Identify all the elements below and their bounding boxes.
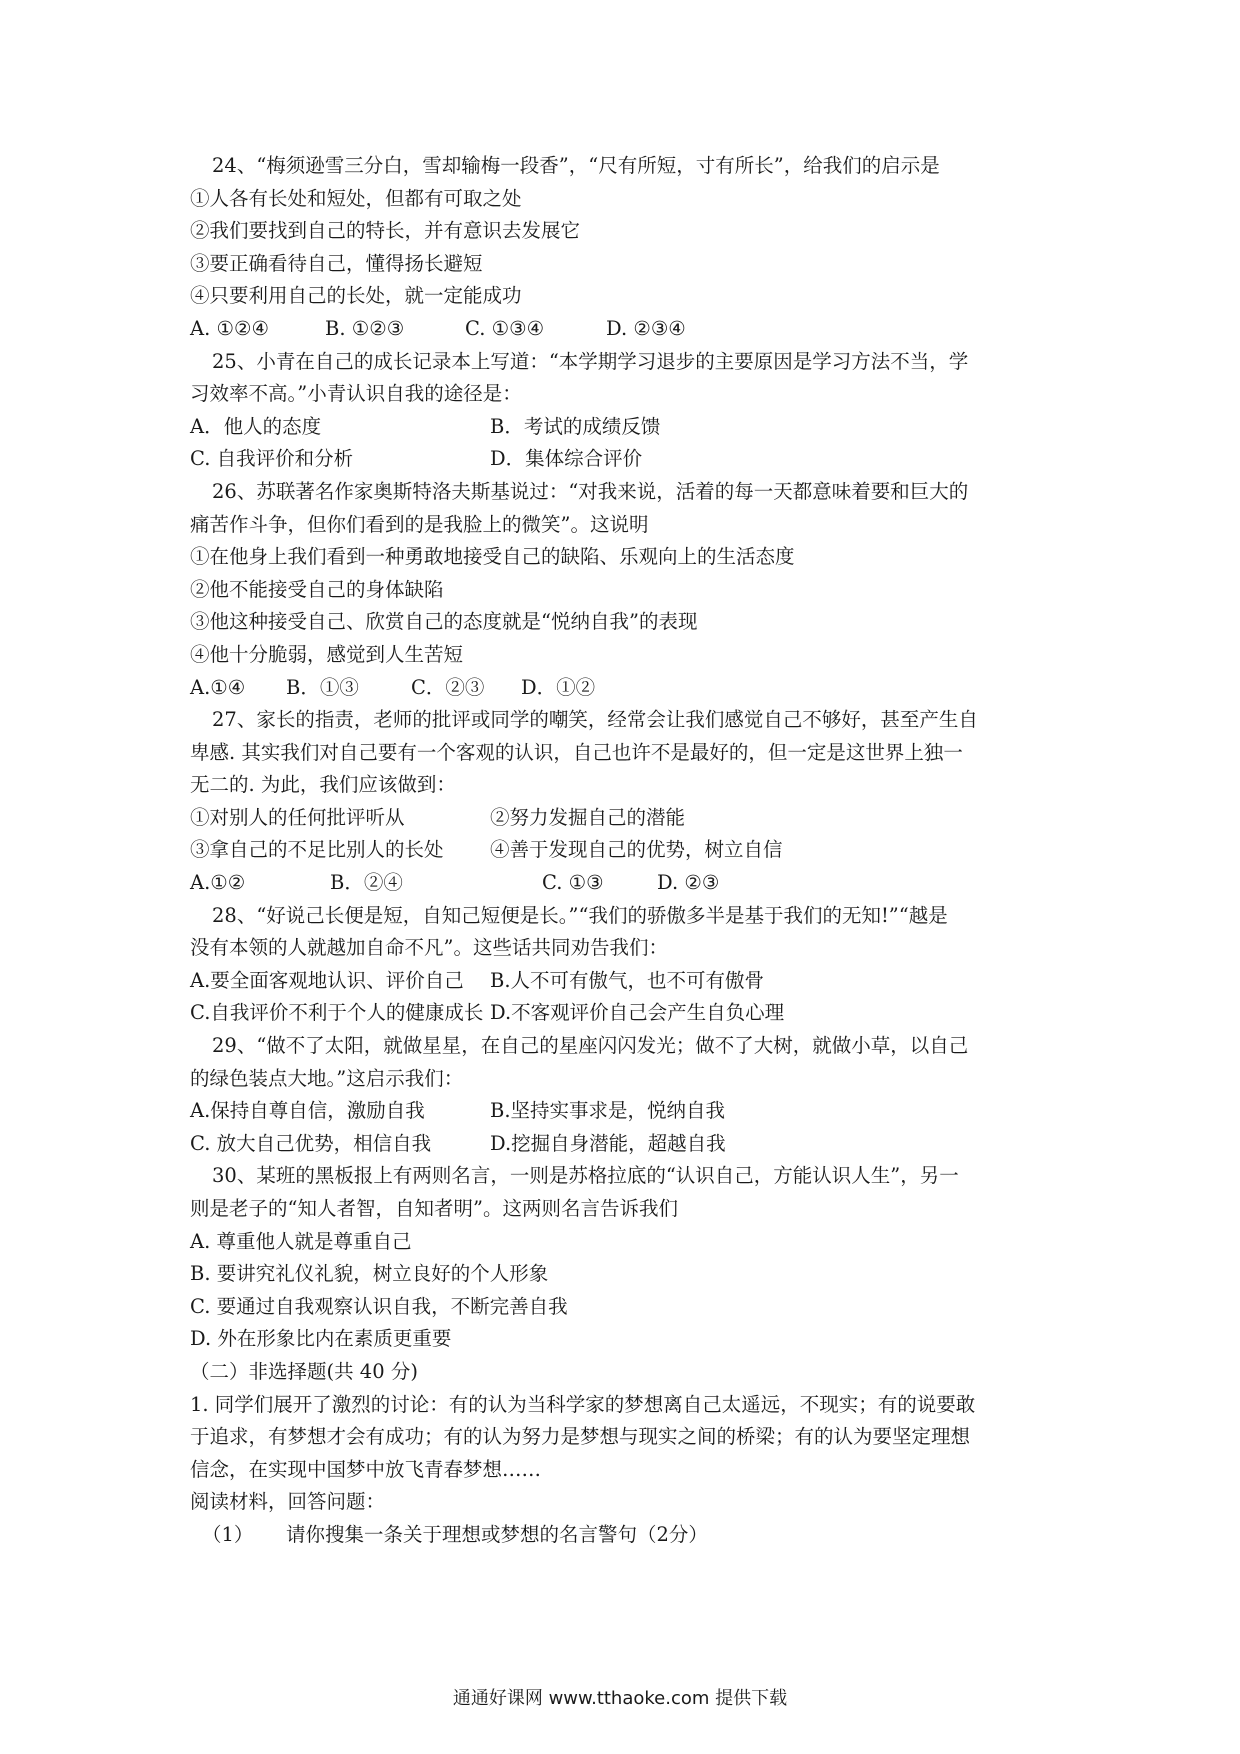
- option-b: B．①③: [286, 675, 359, 699]
- question-stem: 28、“好说己长便是短，自知己短便是长。”“我们的骄傲多半是基于我们的无知!”“越是: [212, 903, 948, 927]
- question-25: [190, 346, 1070, 476]
- answer-options: [190, 1095, 1070, 1128]
- question-stem: 27、家长的指责，老师的批评或同学的嘲笑，经常会让我们感觉自己不够好，甚至产生自: [212, 708, 978, 732]
- question-30: [190, 1160, 1070, 1356]
- option-a: A．他人的态度: [190, 414, 322, 438]
- material-text: 1. 同学们展开了激烈的讨论：有的认为当科学家的梦想离自己太遥远，不现实；有的说要敢: [190, 1392, 976, 1416]
- question-stem: 26、苏联著名作家奥斯特洛夫斯基说过：“对我来说，活着的每一天都意味着要和巨大的: [212, 479, 969, 503]
- answer-options: [190, 1128, 1070, 1161]
- option-b: B.坚持实事求是，悦纳自我: [490, 1099, 726, 1123]
- option-b: B．考试的成绩反馈: [490, 414, 661, 438]
- question-stem-continued: 卑感. 其实我们对自己要有一个客观的认识，自己也许不是最好的，但一定是这世界上独一: [190, 740, 963, 764]
- statement-item: ④善于发现自己的优势，树立自信: [490, 838, 783, 862]
- option-b: B. 要讲究礼仪礼貌，树立良好的个人形象: [190, 1262, 549, 1286]
- question-stem-continued: 则是老子的“知人者智，自知者明”。这两则名言告诉我们: [190, 1197, 678, 1220]
- section-title: （二）非选择题(共 40 分): [190, 1359, 418, 1383]
- option-d: D. 外在形象比内在素质更重要: [190, 1327, 452, 1351]
- option-a: A. ①②④: [190, 316, 269, 340]
- option-b: B. ①②③: [325, 316, 405, 340]
- statement-item: ③要正确看待自己，懂得扬长避短: [190, 251, 483, 275]
- sub-question-text: 请你搜集一条关于理想或梦想的名言警句（2分）: [286, 1522, 708, 1546]
- question-stem: 25、小青在自己的成长记录本上写道：“本学期学习退步的主要原因是学习方法不当，学: [212, 349, 969, 373]
- option-a: A.要全面客观地认识、评价自己: [190, 968, 464, 992]
- statement-item: ③他这种接受自己、欣赏自己的态度就是“悦纳自我”的表现: [190, 610, 698, 634]
- statement-item: ①对别人的任何批评听从: [190, 805, 405, 829]
- question-29: [190, 1030, 1070, 1160]
- option-c: C. 放大自己优势，相信自我: [190, 1131, 432, 1155]
- option-d: D．集体综合评价: [490, 447, 643, 471]
- option-c: C. ①③: [542, 871, 604, 895]
- question-stem: 30、某班的黑板报上有两则名言，一则是苏格拉底的“认识自己，方能认识人生”，另一: [212, 1164, 959, 1188]
- answer-options: [190, 411, 1070, 444]
- statement-item: ①人各有长处和短处，但都有可取之处: [190, 186, 522, 210]
- section-non-choice: [190, 1356, 1070, 1552]
- option-d: D．①②: [521, 675, 596, 699]
- option-c: C．②③: [411, 675, 485, 699]
- sub-question-number: （1）: [202, 1522, 254, 1546]
- statement-item: ④只要利用自己的长处，就一定能成功: [190, 284, 522, 308]
- question-27: [190, 704, 1070, 900]
- sub-question-1: [190, 1519, 1070, 1552]
- statement-row: [190, 834, 1070, 867]
- option-a: A.①②: [190, 871, 246, 895]
- answer-options: [190, 443, 1070, 476]
- option-d: D. ②③: [657, 871, 720, 895]
- answer-options: [190, 672, 1070, 705]
- option-b: B．②④: [330, 871, 403, 895]
- option-d: D.不客观评价自己会产生自负心理: [490, 1001, 785, 1025]
- answer-options: [190, 867, 1070, 900]
- statement-item: ①在他身上我们看到一种勇敢地接受自己的缺陷、乐观向上的生活态度: [190, 545, 795, 569]
- option-d: D.挖掘自身潜能，超越自我: [490, 1131, 726, 1155]
- question-24: [190, 150, 1070, 346]
- material-text: 于追求，有梦想才会有成功；有的认为努力是梦想与现实之间的桥梁；有的认为要坚定理想: [190, 1425, 971, 1449]
- option-c: C. 要通过自我观察认识自我，不断完善自我: [190, 1294, 568, 1318]
- question-stem: 24、“梅须逊雪三分白，雪却输梅一段香”，“尺有所短，寸有所长”，给我们的启示是: [212, 154, 940, 177]
- statement-item: ②努力发掘自己的潜能: [490, 805, 686, 829]
- exam-content: [190, 150, 1070, 1552]
- option-a: A. 尊重他人就是尊重自己: [190, 1229, 412, 1253]
- statement-item: ④他十分脆弱，感觉到人生苦短: [190, 642, 464, 666]
- question-stem-continued: 习效率不高。”小青认识自我的途径是：: [190, 382, 522, 406]
- question-stem: 29、“做不了太阳，就做星星，在自己的星座闪闪发光；做不了大树，就做小草，以自己: [212, 1034, 969, 1058]
- question-28: [190, 900, 1070, 1030]
- option-d: D. ②③④: [606, 316, 686, 340]
- option-c: C. 自我评价和分析: [190, 447, 354, 471]
- statement-item: ②他不能接受自己的身体缺陷: [190, 577, 444, 601]
- statement-row: [190, 802, 1070, 835]
- option-a: A.①④: [190, 675, 246, 699]
- question-stem-continued: 痛苦作斗争，但你们看到的是我脸上的微笑”。这说明: [190, 512, 649, 536]
- option-c: C.自我评价不利于个人的健康成长: [190, 1001, 484, 1025]
- question-stem-continued: 没有本领的人就越加自命不凡”。这些话共同劝告我们：: [190, 936, 668, 960]
- question-stem-continued: 的绿色装点大地。”这启示我们：: [190, 1066, 464, 1090]
- question-stem-continued: 无二的. 为此，我们应该做到：: [190, 773, 456, 797]
- answer-options: [190, 313, 1070, 346]
- question-26: [190, 476, 1070, 704]
- option-b: B.人不可有傲气，也不可有傲骨: [490, 968, 765, 992]
- answer-options: [190, 997, 1070, 1030]
- footer-source: 通通好课网 www.tthaoke.com 提供下载: [452, 1688, 788, 1709]
- statement-item: ②我们要找到自己的特长，并有意识去发展它: [190, 219, 581, 243]
- statement-item: ③拿自己的不足比别人的长处: [190, 838, 444, 862]
- option-c: C. ①③④: [465, 316, 545, 340]
- instruction-text: 阅读材料，回答问题：: [190, 1490, 386, 1514]
- material-text: 信念，在实现中国梦中放飞青春梦想……: [190, 1457, 542, 1481]
- option-a: A.保持自尊自信，激励自我: [190, 1099, 425, 1123]
- answer-options: [190, 965, 1070, 998]
